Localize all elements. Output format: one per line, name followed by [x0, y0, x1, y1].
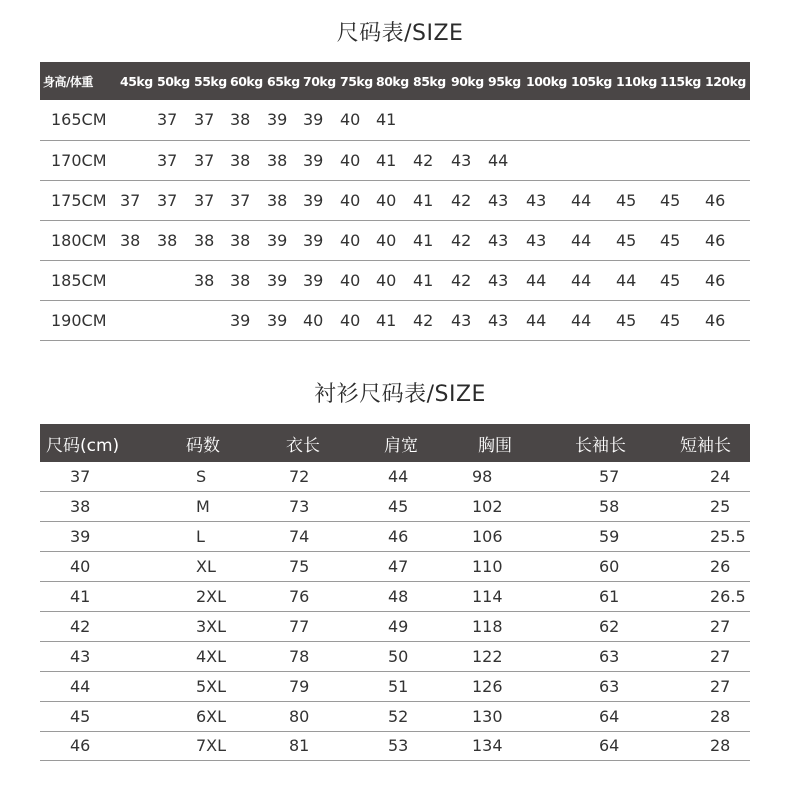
height-cell: 185CM	[51, 270, 107, 290]
table-row	[40, 611, 750, 641]
size-cell: 41	[413, 270, 434, 290]
size-cell: 44	[526, 270, 547, 290]
weight-header: 110kg	[616, 73, 657, 89]
header-long-sleeve: 长袖长	[575, 435, 626, 456]
size-cell: 42	[451, 230, 472, 250]
size-cell: 45	[616, 230, 637, 250]
length-cell: 80	[289, 706, 310, 726]
size-cell: 44	[571, 310, 592, 330]
size-cell: 46	[705, 230, 726, 250]
size-cm-cell: 40	[70, 557, 91, 577]
size-code-cell: M	[196, 497, 210, 517]
table-row	[40, 100, 750, 140]
weight-header: 55kg	[194, 73, 227, 89]
size-cell: 45	[660, 310, 681, 330]
size-cell: 38	[267, 190, 288, 210]
header-size-cm: 尺码(cm)	[46, 435, 120, 456]
size-cell: 40	[376, 270, 397, 290]
size-cell: 43	[451, 310, 472, 330]
size-cell: 45	[616, 190, 637, 210]
size-cell	[526, 140, 571, 180]
chest-cell: 110	[472, 557, 503, 577]
size-cell	[413, 100, 451, 140]
table-row	[40, 462, 750, 492]
size-cell: 44	[526, 310, 547, 330]
size-cell: 41	[376, 310, 397, 330]
weight-header: 60kg	[230, 73, 263, 89]
size-cell: 40	[340, 270, 361, 290]
size-cell: 41	[376, 110, 397, 130]
size-cell: 43	[488, 270, 509, 290]
size-cm-cell: 42	[70, 616, 91, 636]
height-cell: 175CM	[51, 190, 107, 210]
size-cell: 44	[571, 190, 592, 210]
size-cell	[120, 100, 157, 140]
size-cell	[705, 140, 750, 180]
size-cell: 40	[376, 230, 397, 250]
size-cell: 39	[303, 150, 324, 170]
size-cell: 38	[194, 270, 215, 290]
size-cell	[526, 100, 571, 140]
size-cell: 40	[303, 310, 324, 330]
size-cm-cell: 39	[70, 527, 91, 547]
size-cell: 45	[616, 310, 637, 330]
header-shoulder: 肩宽	[384, 435, 418, 456]
long-sleeve-cell: 64	[599, 706, 620, 726]
table-row	[40, 260, 750, 300]
size-cell	[488, 100, 526, 140]
size-cell: 40	[340, 310, 361, 330]
size-cell: 38	[230, 230, 251, 250]
height-weight-corner-label: 身高/体重	[43, 74, 93, 89]
size-cell	[660, 100, 705, 140]
weight-header: 90kg	[451, 73, 484, 89]
shoulder-cell: 52	[388, 706, 409, 726]
size-code-cell: 4XL	[196, 646, 227, 666]
short-sleeve-cell: 26	[710, 557, 731, 577]
long-sleeve-cell: 59	[599, 527, 620, 547]
size-cell: 40	[340, 190, 361, 210]
size-cell: 37	[194, 150, 215, 170]
weight-header: 80kg	[376, 73, 409, 89]
size-cell: 44	[616, 270, 637, 290]
table-row	[40, 731, 750, 761]
size-cell: 46	[705, 190, 726, 210]
size-code-cell: XL	[196, 557, 216, 577]
size-cell: 40	[340, 230, 361, 250]
size-cm-cell: 44	[70, 676, 91, 696]
height-cell: 170CM	[51, 150, 107, 170]
length-cell: 76	[289, 587, 310, 606]
short-sleeve-cell: 27	[710, 646, 731, 666]
shoulder-cell: 50	[388, 646, 409, 666]
table-row	[40, 220, 750, 260]
size-cm-cell: 46	[70, 736, 91, 756]
size-cell: 41	[413, 230, 434, 250]
size-cell: 44	[488, 150, 509, 170]
size-cell	[705, 100, 750, 140]
long-sleeve-cell: 60	[599, 557, 620, 577]
weight-header: 65kg	[267, 73, 300, 89]
size-cell: 42	[451, 190, 472, 210]
table-row	[40, 552, 750, 582]
table-row	[40, 492, 750, 522]
shirt-size-chart-title: 衬衫尺码表/SIZE	[314, 382, 486, 407]
size-cm-cell: 45	[70, 706, 91, 726]
size-cell	[194, 300, 230, 340]
size-cell: 38	[230, 150, 251, 170]
long-sleeve-cell: 61	[599, 587, 620, 606]
weight-header: 120kg	[705, 73, 746, 89]
height-cell: 190CM	[51, 310, 107, 330]
size-cell: 39	[303, 190, 324, 210]
header-short-sleeve: 短袖长	[680, 435, 731, 456]
weight-header: 70kg	[303, 73, 336, 89]
short-sleeve-cell: 24	[710, 467, 731, 487]
weight-header: 95kg	[488, 73, 521, 89]
size-cell	[616, 140, 660, 180]
table-row	[40, 180, 750, 220]
size-cell: 43	[451, 150, 472, 170]
size-chart-title: 尺码表/SIZE	[336, 21, 464, 46]
size-cell: 39	[230, 310, 251, 330]
size-cell: 39	[267, 310, 288, 330]
height-cell: 165CM	[51, 110, 107, 130]
short-sleeve-cell: 28	[710, 736, 731, 756]
weight-header: 45kg	[120, 73, 153, 89]
size-cell: 38	[157, 230, 178, 250]
size-cell	[120, 260, 157, 300]
table-row	[40, 140, 750, 180]
table-row	[40, 641, 750, 671]
chest-cell: 106	[472, 527, 503, 547]
size-cell	[451, 100, 488, 140]
length-cell: 73	[289, 497, 310, 517]
chest-cell: 130	[472, 706, 503, 726]
size-code-cell: 7XL	[196, 736, 227, 756]
size-cell: 40	[340, 150, 361, 170]
size-cell: 46	[705, 270, 726, 290]
shoulder-cell: 48	[388, 587, 409, 606]
size-cell	[157, 300, 194, 340]
shirt-header-row	[40, 424, 750, 462]
size-cell: 40	[376, 190, 397, 210]
short-sleeve-cell: 27	[710, 616, 731, 636]
size-cm-cell: 41	[70, 587, 91, 606]
size-cell	[571, 100, 616, 140]
size-cell: 42	[413, 310, 434, 330]
weight-header: 85kg	[413, 73, 446, 89]
size-cell: 37	[194, 190, 215, 210]
table-row	[40, 701, 750, 731]
weight-header: 50kg	[157, 73, 190, 89]
size-code-cell: 6XL	[196, 706, 227, 726]
shirt-measurement-table	[40, 424, 750, 761]
header-length: 衣长	[286, 435, 320, 456]
size-cell: 38	[120, 230, 141, 250]
chest-cell: 102	[472, 497, 503, 517]
table-row	[40, 582, 750, 612]
length-cell: 77	[289, 616, 310, 636]
weight-header: 105kg	[571, 73, 612, 89]
size-cell: 37	[157, 190, 178, 210]
size-cell: 39	[267, 270, 288, 290]
size-cell: 43	[488, 190, 509, 210]
chest-cell: 122	[472, 646, 503, 666]
size-cell: 43	[526, 230, 547, 250]
size-cell: 41	[376, 150, 397, 170]
size-cell: 37	[120, 190, 141, 210]
length-cell: 78	[289, 646, 310, 666]
length-cell: 75	[289, 557, 310, 577]
size-cell	[120, 140, 157, 180]
chest-cell: 114	[472, 587, 503, 606]
weight-header: 75kg	[340, 73, 373, 89]
size-cell	[120, 300, 157, 340]
size-cell: 38	[230, 110, 251, 130]
length-cell: 81	[289, 736, 310, 756]
table-row	[40, 300, 750, 340]
shoulder-cell: 45	[388, 497, 409, 517]
shoulder-cell: 51	[388, 676, 409, 696]
size-cell: 37	[157, 150, 178, 170]
shoulder-cell: 53	[388, 736, 409, 756]
long-sleeve-cell: 57	[599, 467, 620, 487]
size-cell: 45	[660, 230, 681, 250]
size-code-cell: 3XL	[196, 616, 227, 636]
shoulder-cell: 44	[388, 467, 409, 487]
long-sleeve-cell: 64	[599, 736, 620, 756]
length-cell: 72	[289, 467, 310, 487]
chest-cell: 126	[472, 676, 503, 696]
size-cell	[616, 100, 660, 140]
size-cell: 37	[157, 110, 178, 130]
long-sleeve-cell: 63	[599, 646, 620, 666]
shoulder-cell: 46	[388, 527, 409, 547]
short-sleeve-cell: 28	[710, 706, 731, 726]
size-cm-cell: 38	[70, 497, 91, 517]
size-cell: 46	[705, 310, 726, 330]
size-cell: 42	[451, 270, 472, 290]
size-cell: 39	[303, 270, 324, 290]
chest-cell: 98	[472, 467, 493, 487]
size-code-cell: S	[196, 467, 207, 487]
size-cell: 45	[660, 270, 681, 290]
weight-header: 100kg	[526, 73, 567, 89]
height-cell: 180CM	[51, 230, 107, 250]
chest-cell: 134	[472, 736, 503, 756]
size-cell	[571, 140, 616, 180]
height-weight-size-table	[40, 62, 750, 341]
size-cell: 38	[230, 270, 251, 290]
weight-header-row	[40, 62, 750, 100]
size-code-cell: L	[196, 527, 205, 547]
size-code-cell: 2XL	[196, 587, 227, 606]
long-sleeve-cell: 58	[599, 497, 620, 517]
short-sleeve-cell: 25.5	[710, 527, 746, 547]
size-cell: 37	[194, 110, 215, 130]
size-cell: 43	[488, 230, 509, 250]
chest-cell: 118	[472, 616, 503, 636]
short-sleeve-cell: 27	[710, 676, 731, 696]
table-row	[40, 522, 750, 552]
size-cell: 39	[267, 230, 288, 250]
length-cell: 79	[289, 676, 310, 696]
size-cell: 44	[571, 230, 592, 250]
size-cell: 38	[194, 230, 215, 250]
size-cell: 44	[571, 270, 592, 290]
size-cell: 38	[267, 150, 288, 170]
size-code-cell: 5XL	[196, 676, 227, 696]
size-cell: 40	[340, 110, 361, 130]
long-sleeve-cell: 63	[599, 676, 620, 696]
table-row	[40, 671, 750, 701]
size-cell: 43	[488, 310, 509, 330]
size-cell: 37	[230, 190, 251, 210]
length-cell: 74	[289, 527, 310, 547]
size-cell: 45	[660, 190, 681, 210]
size-cell: 39	[303, 110, 324, 130]
shoulder-cell: 49	[388, 616, 409, 636]
size-cell: 39	[303, 230, 324, 250]
long-sleeve-cell: 62	[599, 616, 620, 636]
weight-header: 115kg	[660, 73, 701, 89]
size-cm-cell: 37	[70, 467, 91, 487]
size-cm-cell: 43	[70, 646, 91, 666]
shoulder-cell: 47	[388, 557, 409, 577]
size-cell	[660, 140, 705, 180]
size-cell: 39	[267, 110, 288, 130]
size-cell: 41	[413, 190, 434, 210]
short-sleeve-cell: 26.5	[710, 587, 746, 606]
size-cell: 42	[413, 150, 434, 170]
size-cell	[157, 260, 194, 300]
header-size-code: 码数	[186, 435, 220, 456]
short-sleeve-cell: 25	[710, 497, 731, 517]
size-cell: 43	[526, 190, 547, 210]
header-chest: 胸围	[478, 435, 512, 456]
